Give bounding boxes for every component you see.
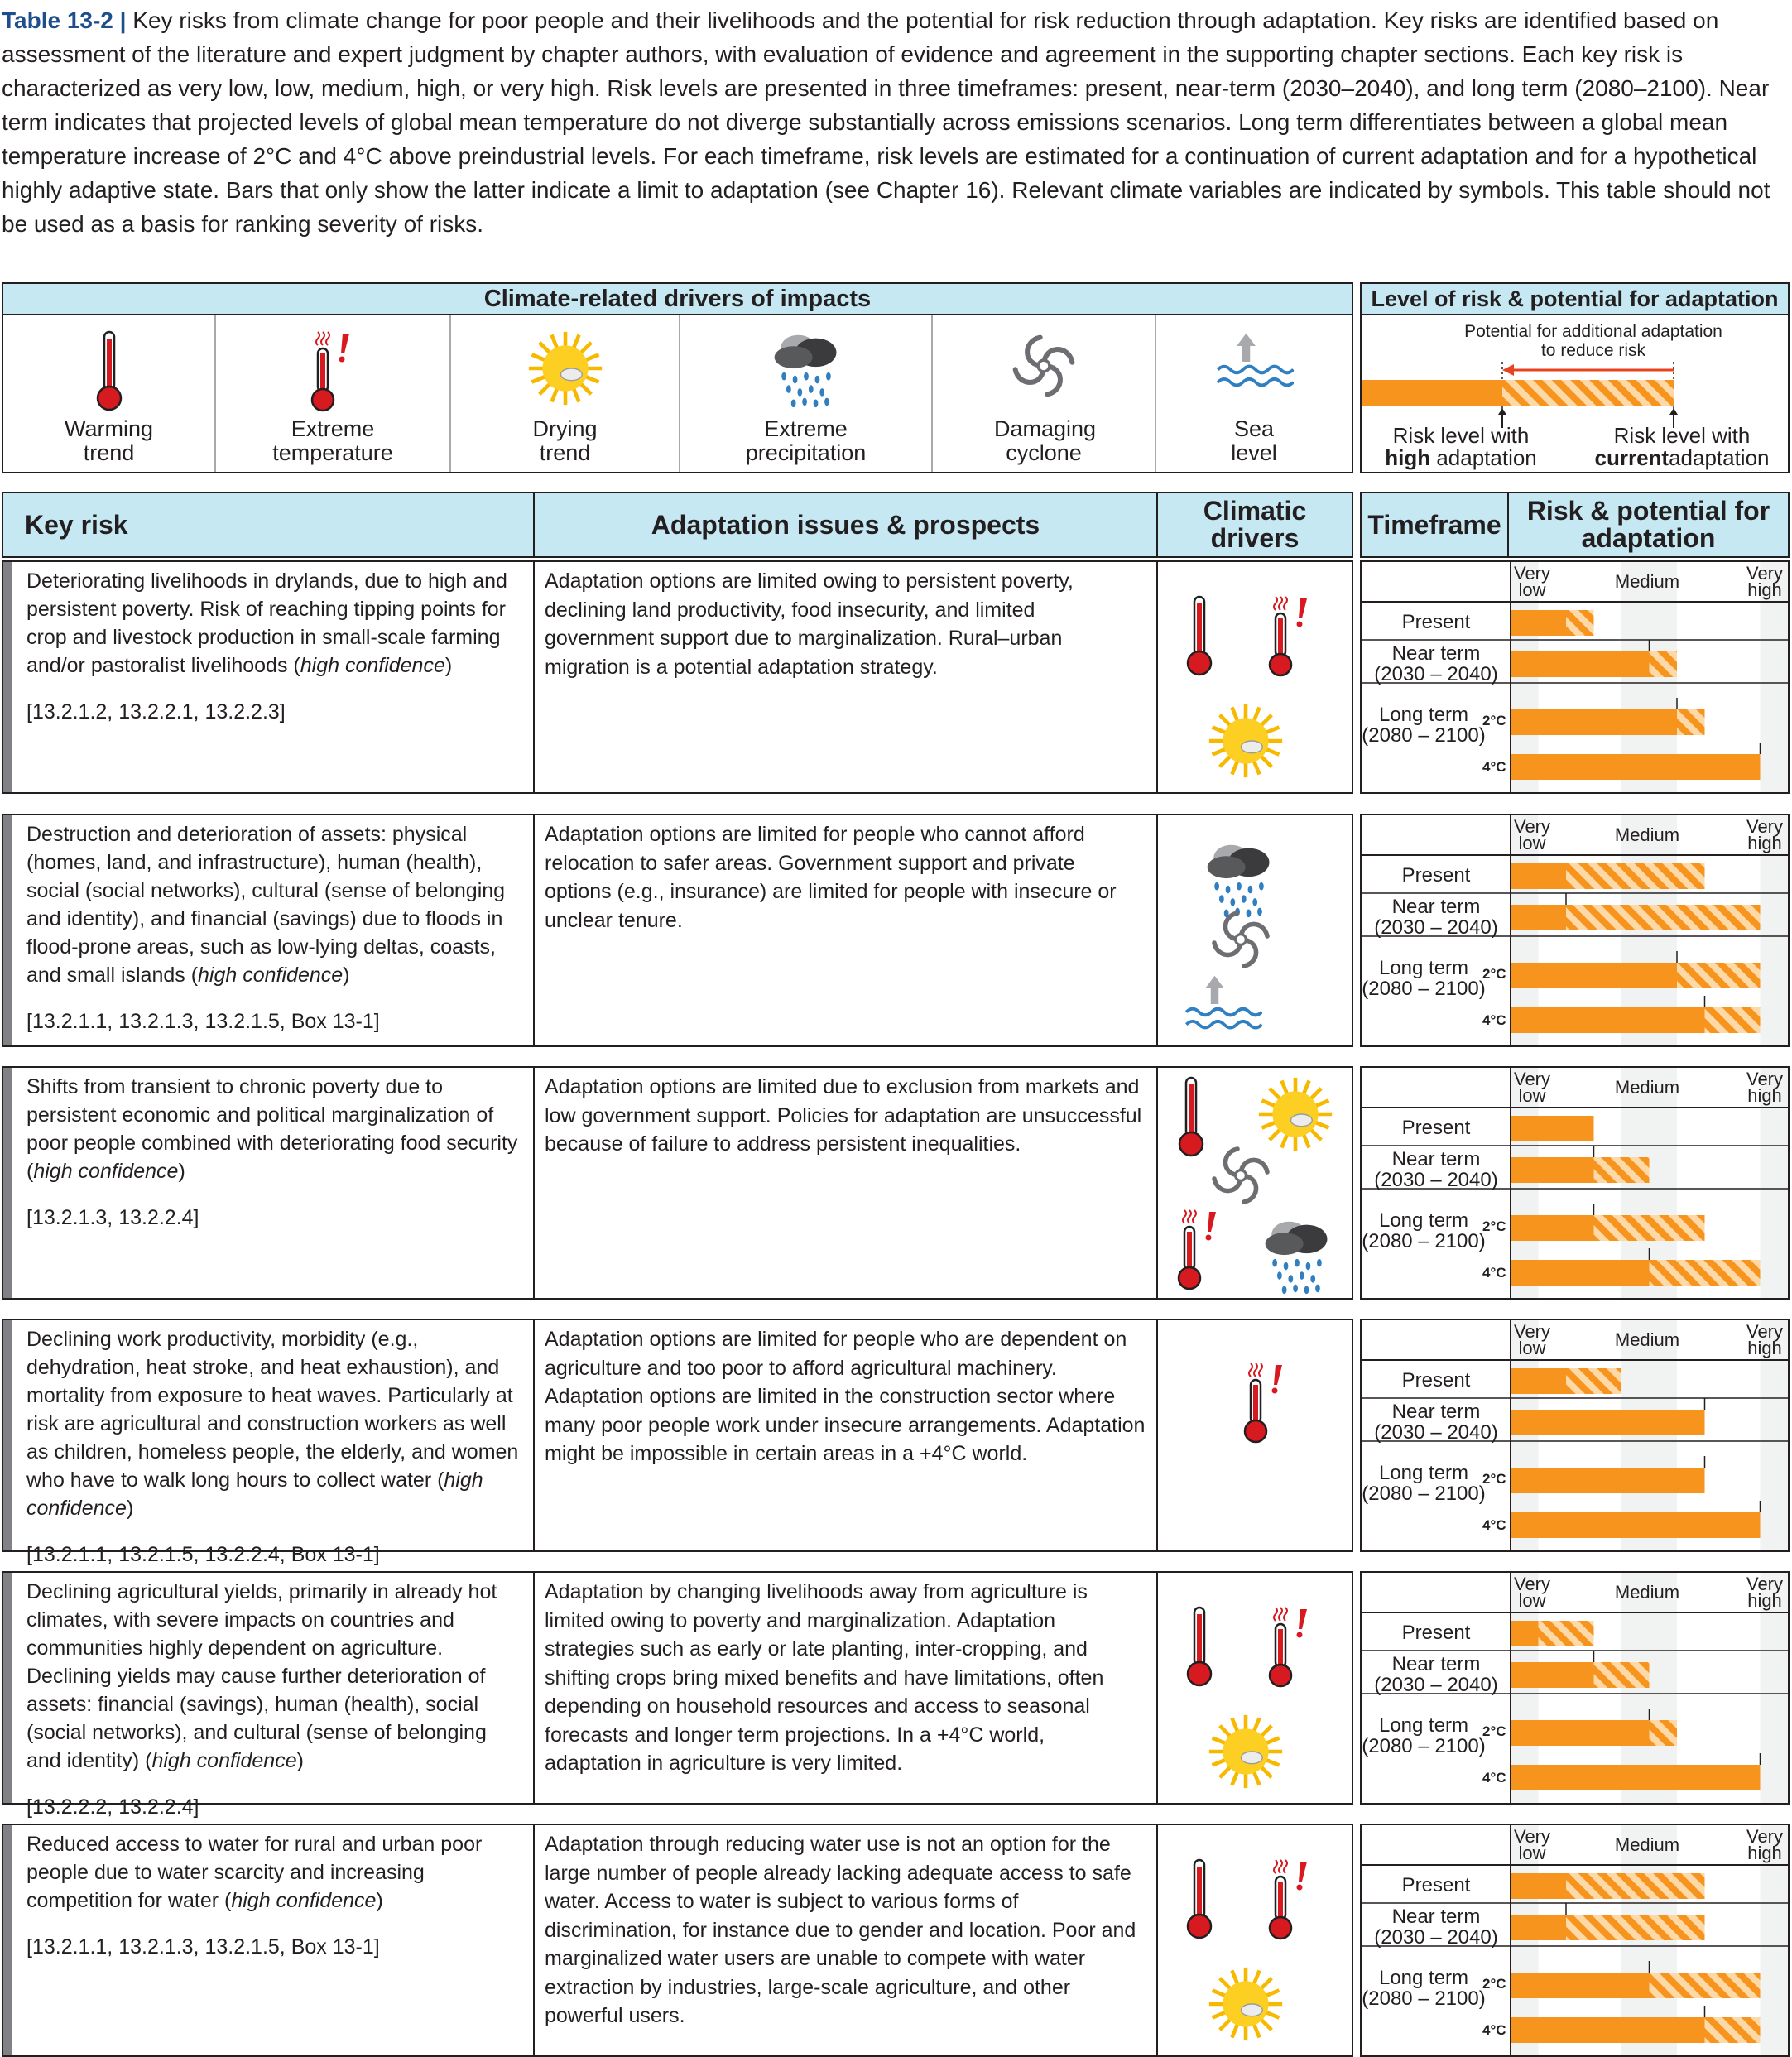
cyclone-icon — [1208, 1142, 1274, 1209]
timeframe-near-line1: Near term — [1391, 1653, 1481, 1675]
scale-very-high-line2: high — [1747, 1085, 1782, 1106]
timeframe-long-term — [1362, 1463, 1486, 1504]
legend-high-bold: high — [1385, 445, 1431, 470]
bar-current-adaptation — [1705, 2017, 1761, 2043]
extreme-temperature-icon — [1266, 1606, 1315, 1689]
label-4c: 4°C — [1482, 1517, 1506, 1533]
thermometer-icon — [1183, 1858, 1216, 1941]
scale-very-low — [1511, 1321, 1554, 1358]
timeframe-long-line2: (2080 – 2100) — [1362, 1987, 1486, 2010]
bar-high-adaptation — [1511, 1662, 1594, 1688]
drivers-cell — [1158, 815, 1352, 1045]
scale-very-high-line1: Very — [1746, 816, 1784, 837]
drivers-cell — [1158, 1320, 1352, 1550]
adaptation-cell: Adaptation options are limited for people who cannot afford relocation to safer areas. Government support and private options (e.g., insurance) are limited for people with insecure or unclear tenure. — [535, 815, 1158, 1045]
scale-very-high-line2: high — [1747, 1590, 1782, 1611]
timeframe-long-line1: Long term — [1378, 1209, 1469, 1232]
references: [13.2.1.2, 13.2.2.1, 13.2.2.3] — [26, 700, 286, 723]
bar-high-adaptation — [1511, 1468, 1705, 1493]
bar-current-adaptation — [1677, 963, 1761, 988]
driver-extreme-precipitation — [680, 315, 933, 472]
risk-legend-title: Level of risk & potential for adaptation — [1362, 284, 1788, 315]
drivers-title: Climate-related drivers of impacts — [3, 284, 1352, 315]
timeframe-near-term — [1362, 1401, 1511, 1443]
scale-medium: Medium — [1614, 1582, 1680, 1603]
extreme-temperature-icon — [308, 330, 358, 413]
risk-row — [2, 1571, 1353, 1819]
bar-high-adaptation — [1511, 1368, 1566, 1394]
legend-potential — [1444, 322, 1742, 360]
table-number: Table 13-2 | — [2, 7, 127, 33]
timeframe-near-line2: (2030 – 2040) — [1374, 916, 1498, 939]
scale-very-low-line1: Very — [1513, 1574, 1551, 1594]
drivers-cell — [1158, 1068, 1352, 1298]
bar-current-adaptation — [1566, 610, 1594, 636]
key-risk-cell — [3, 1825, 535, 2055]
bar-current-adaptation — [1594, 1157, 1650, 1183]
scale-very-high-line1: Very — [1746, 1321, 1784, 1342]
references: [13.2.1.1, 13.2.1.3, 13.2.1.5, Box 13-1] — [26, 1935, 380, 1958]
timeframe-present: Present — [1401, 1369, 1471, 1391]
extreme-temperature-icon — [1266, 1858, 1315, 1941]
driver-drying-trend — [451, 315, 680, 472]
label-4c: 4°C — [1482, 1265, 1506, 1281]
bar-current-adaptation — [1539, 1621, 1594, 1646]
timeframe-long-term — [1362, 1210, 1486, 1252]
scale-very-high — [1742, 565, 1787, 598]
sea-level-icon — [1214, 330, 1294, 393]
driver-warming-trend — [3, 315, 216, 472]
legend-potential-line1: Potential for additional adaptation — [1464, 322, 1722, 341]
col-key-risk: Key risk — [2, 492, 535, 558]
thermometer-icon — [93, 330, 126, 413]
caption-text: Key risks from climate change for poor people and their livelihoods and the potential for risk reduction through adaptation. Key risks are identified based on assessment of the literature and expert judgment by chapter authors, with evaluation of evidence and agreement in the supporting chapter sections. Each key risk is characterized as very low, low, medium, high, or very high. Risk levels are presented in three timeframes: present, near-term (2030–2040), and long term (2080–2100). Near term indicates that projected levels of global mean temperature do not diverge substantially across emissions scenarios. Long term differentiates between a global mean temperature increase of 2°C and 4°C above preindustrial levels. For each timeframe, risk levels are estimated for a continuation of current adaptation and for a hypothetical highly adaptive state. Bars that only show the latter indicate a limit to adaptation (see Chapter 16). Relevant climate variables are indicated by symbols. This table should not be used as a basis for ranking severity of risks. — [2, 7, 1770, 237]
scale-very-high-line1: Very — [1746, 1574, 1784, 1594]
scale-very-low-line1: Very — [1513, 1321, 1551, 1342]
sun-icon — [1208, 1713, 1284, 1790]
risk-row — [2, 1824, 1353, 2057]
legend-current-adaptation — [1578, 425, 1785, 469]
label-4c: 4°C — [1482, 1012, 1506, 1028]
key-risk-cell — [3, 815, 535, 1045]
extreme-temperature-icon — [1175, 1209, 1224, 1291]
bar-high-adaptation — [1511, 610, 1566, 636]
bar-high-adaptation — [1511, 1720, 1650, 1746]
timeframe-near-line2: (2030 – 2040) — [1374, 663, 1498, 685]
driver-label: Warming trend — [64, 416, 153, 465]
scale-very-high-line2: high — [1747, 1338, 1782, 1358]
risk-level-panel — [1360, 1824, 1790, 2057]
timeframe-long-line1: Long term — [1378, 1967, 1469, 1989]
key-risk-text: Shifts from transient to chronic poverty due to persistent economic and political marginalization of poor people combined with deteriorating food security (high confidence) — [26, 1075, 518, 1183]
confidence-text: high confidence — [300, 654, 445, 677]
timeframe-near-line2: (2030 – 2040) — [1374, 1421, 1498, 1444]
legend-high-suffix: adaptation — [1430, 445, 1537, 470]
legend-current-bold: current — [1594, 445, 1669, 470]
bar-current-adaptation — [1566, 863, 1705, 889]
scale-very-low-line1: Very — [1513, 816, 1551, 837]
timeframe-long-line1: Long term — [1378, 1714, 1469, 1737]
bar-high-adaptation — [1511, 863, 1566, 889]
timeframe-present: Present — [1401, 1622, 1471, 1644]
bar-high-adaptation — [1511, 709, 1677, 735]
scale-very-low — [1511, 1826, 1554, 1863]
scale-very-high-line1: Very — [1746, 1069, 1784, 1089]
scale-medium: Medium — [1614, 571, 1680, 592]
driver-sea-level — [1156, 315, 1352, 472]
timeframe-near-line2: (2030 – 2040) — [1374, 1169, 1498, 1191]
timeframe-long-line1: Long term — [1378, 957, 1469, 979]
references: [13.2.2.2, 13.2.2.4] — [26, 1795, 199, 1819]
adaptation-cell: Adaptation by changing livelihoods away from agriculture is limited owing to poverty and marginalization. Adaptation strategies such as early or late planting, inter-cropping, and shifting crops bring mixed benefits and have limitations, often depending on household resources and access to seasonal forecasts and longer term projections. In a +4°C world, adaptation in agriculture is very limited. — [535, 1573, 1158, 1803]
key-risk-text: Reduced access to water for rural and urban poor people due to water scarcity and increasing competition for water (high confidence) — [26, 1833, 483, 1912]
cyclone-icon — [1008, 330, 1079, 401]
col-risk-line2: adaptation — [1581, 523, 1716, 553]
legend-potential-line2: to reduce risk — [1540, 341, 1646, 360]
bar-current-adaptation — [1650, 1260, 1761, 1286]
scale-very-high — [1742, 1321, 1787, 1358]
risk-level-panel — [1360, 814, 1790, 1047]
drivers-cell — [1158, 1825, 1352, 2055]
timeframe-present: Present — [1401, 1117, 1471, 1139]
scale-very-high — [1742, 1576, 1787, 1609]
risk-legend — [1360, 282, 1790, 473]
scale-very-high — [1742, 1071, 1787, 1104]
risk-level-panel — [1360, 1319, 1790, 1552]
extreme-temperature-icon — [1241, 1362, 1290, 1444]
scale-very-high-line1: Very — [1746, 563, 1784, 584]
timeframe-long-line2: (2080 – 2100) — [1362, 1230, 1486, 1252]
bar-high-adaptation — [1511, 754, 1761, 780]
bar-high-adaptation — [1511, 1410, 1705, 1435]
label-4c: 4°C — [1482, 1770, 1506, 1785]
rain-cloud-icon — [1257, 1217, 1337, 1296]
key-risk-cell — [3, 562, 535, 792]
timeframe-near-term — [1362, 896, 1511, 938]
timeframe-near-line1: Near term — [1391, 1906, 1481, 1928]
bar-current-adaptation — [1566, 905, 1761, 930]
label-2c: 2°C — [1482, 1471, 1506, 1487]
confidence-text: high confidence — [33, 1160, 179, 1183]
driver-label: Extreme precipitation — [745, 416, 867, 465]
bar-current-adaptation — [1566, 1368, 1621, 1394]
bar-current-adaptation — [1650, 1973, 1761, 1998]
timeframe-long-term — [1362, 1715, 1486, 1757]
scale-very-low — [1511, 565, 1554, 598]
scale-very-low — [1511, 816, 1554, 853]
legend-current-prefix: Risk level with — [1613, 423, 1751, 448]
scale-very-low-line2: low — [1518, 579, 1546, 600]
key-risk-text: Declining agricultural yields, primarily in already hot climates, with severe impacts on countries and communities highly dependent on agriculture. Declining yields may cause further deterioration of assets: financial (savings), human (health), social (social networks), and cultural (sense of belonging and identity) (high confidence) — [26, 1580, 497, 1772]
table-caption — [2, 3, 1788, 241]
scale-very-low — [1511, 1576, 1554, 1609]
confidence-text: high confidence — [151, 1749, 297, 1772]
thermometer-icon — [1183, 595, 1216, 678]
drivers-legend — [2, 282, 1353, 473]
risk-level-panel — [1360, 1571, 1790, 1805]
label-4c: 4°C — [1482, 2022, 1506, 2038]
timeframe-near-term — [1362, 1149, 1511, 1190]
drivers-cell — [1158, 562, 1352, 792]
key-risk-text: Declining work productivity, morbidity (e.g., dehydration, heat stroke, and heat exhaustion), and mortality from exposure to heat waves. Particularly at risk are agricultural and construction workers as well as children, homeless people, the elderly, and women who have to walk long hours to collect water (high confidence) — [26, 1328, 519, 1520]
risk-row — [2, 1319, 1353, 1566]
timeframe-present: Present — [1401, 611, 1471, 633]
scale-very-low-line2: low — [1518, 1843, 1546, 1863]
label-2c: 2°C — [1482, 713, 1506, 728]
col-climatic-drivers — [1156, 492, 1353, 558]
col-drivers-line1: Climatic — [1203, 496, 1307, 526]
thermometer-icon — [1183, 1606, 1216, 1689]
sea-level-icon — [1183, 973, 1262, 1036]
timeframe-near-line2: (2030 – 2040) — [1374, 1926, 1498, 1949]
scale-very-high — [1742, 1826, 1787, 1863]
col-drivers-line2: drivers — [1210, 523, 1300, 553]
bar-high-adaptation — [1511, 963, 1677, 988]
label-2c: 2°C — [1482, 966, 1506, 982]
thermometer-icon — [1175, 1076, 1208, 1159]
bar-high-adaptation — [1511, 1215, 1594, 1241]
risk-level-panel — [1360, 1066, 1790, 1300]
driver-label: Damaging cyclone — [994, 416, 1097, 465]
driver-extreme-temperature — [216, 315, 451, 472]
bar-high-adaptation — [1511, 1915, 1566, 1940]
legend-high-adaptation — [1378, 425, 1544, 469]
timeframe-near-line2: (2030 – 2040) — [1374, 1674, 1498, 1696]
scale-very-low-line1: Very — [1513, 563, 1551, 584]
bar-high-adaptation — [1511, 1512, 1761, 1538]
bar-high-adaptation — [1511, 1260, 1650, 1286]
timeframe-long-line2: (2080 – 2100) — [1362, 724, 1486, 747]
bar-current-adaptation — [1705, 1007, 1761, 1033]
timeframe-long-line1: Long term — [1378, 1462, 1469, 1484]
col-risk-line1: Risk & potential for — [1526, 496, 1770, 526]
scale-very-low-line2: low — [1518, 833, 1546, 853]
confidence-text: high confidence — [26, 1468, 483, 1520]
risk-row — [2, 814, 1353, 1047]
scale-very-high — [1742, 816, 1787, 853]
timeframe-near-line1: Near term — [1391, 896, 1481, 918]
timeframe-long-term — [1362, 704, 1486, 746]
scale-medium: Medium — [1614, 1077, 1680, 1098]
bar-current-adaptation — [1594, 1215, 1705, 1241]
scale-very-low-line1: Very — [1513, 1069, 1551, 1089]
key-risk-text: Destruction and deterioration of assets: physical (homes, land, and infrastructure), human (health), social (social networks), cultural (sense of belonging and identity), and financial (savings) due to floods in flood-prone areas, such as low-lying deltas, coasts, and small islands (high confidence) — [26, 823, 506, 987]
driver-label: Sea level — [1231, 416, 1277, 465]
timeframe-near-line1: Near term — [1391, 642, 1481, 665]
bar-high-adaptation — [1511, 905, 1566, 930]
bar-current-adaptation — [1594, 1662, 1650, 1688]
sun-icon — [1208, 703, 1284, 779]
bar-high-adaptation — [1511, 1621, 1539, 1646]
label-2c: 2°C — [1482, 1723, 1506, 1739]
key-risk-cell — [3, 1320, 535, 1566]
timeframe-near-term — [1362, 1654, 1511, 1695]
scale-medium: Medium — [1614, 1329, 1680, 1350]
key-risk-text: Deteriorating livelihoods in drylands, due to high and persistent poverty. Risk of reaching tipping points for crop and livestock production in small-scale farming and/or pastoralist livelihoods (high confidence) — [26, 570, 507, 677]
scale-very-high-line2: high — [1747, 833, 1782, 853]
bar-current-adaptation — [1566, 1915, 1705, 1940]
driver-damaging-cyclone — [933, 315, 1156, 472]
label-2c: 2°C — [1482, 1976, 1506, 1992]
bar-high-adaptation — [1511, 1973, 1650, 1998]
adaptation-cell: Adaptation options are limited due to exclusion from markets and low government support. Policies for adaptation are unsuccessful because of failure to address persistent inequalities. — [535, 1068, 1158, 1298]
bar-current-adaptation — [1566, 1873, 1705, 1899]
col-adaptation: Adaptation issues & prospects — [533, 492, 1158, 558]
timeframe-long-term — [1362, 1968, 1486, 2009]
scale-very-high-line2: high — [1747, 579, 1782, 600]
bar-high-adaptation — [1511, 1116, 1594, 1141]
col-timeframe: Timeframe — [1360, 492, 1509, 558]
rain-cloud-icon — [766, 330, 846, 410]
timeframe-long-line2: (2080 – 2100) — [1362, 1735, 1486, 1757]
timeframe-present: Present — [1401, 864, 1471, 887]
scale-very-low-line2: low — [1518, 1338, 1546, 1358]
scale-very-high-line1: Very — [1746, 1826, 1784, 1847]
timeframe-long-line2: (2080 – 2100) — [1362, 978, 1486, 1000]
references: [13.2.1.1, 13.2.1.3, 13.2.1.5, Box 13-1] — [26, 1010, 380, 1033]
scale-very-low-line2: low — [1518, 1085, 1546, 1106]
bar-high-adaptation — [1511, 1007, 1705, 1033]
bar-current-adaptation — [1650, 1720, 1678, 1746]
scale-very-low-line2: low — [1518, 1590, 1546, 1611]
timeframe-near-line1: Near term — [1391, 1148, 1481, 1170]
label-4c: 4°C — [1482, 759, 1506, 775]
references: [13.2.1.1, 13.2.1.5, 13.2.2.4, Box 13-1] — [26, 1543, 380, 1566]
legend-bar-graphic — [1362, 358, 1788, 430]
bar-high-adaptation — [1511, 1765, 1761, 1790]
references: [13.2.1.3, 13.2.2.4] — [26, 1206, 199, 1229]
legend-current-suffix: adaptation — [1669, 445, 1770, 470]
bar-high-adaptation — [1511, 1157, 1594, 1183]
scale-very-high-line2: high — [1747, 1843, 1782, 1863]
key-risk-cell — [3, 1068, 535, 1298]
driver-label: Drying trend — [532, 416, 598, 465]
bar-high-adaptation — [1511, 651, 1650, 677]
risk-row — [2, 560, 1353, 794]
sun-icon — [1208, 1966, 1284, 2042]
timeframe-long-line2: (2080 – 2100) — [1362, 1483, 1486, 1505]
legend-high-prefix: Risk level with — [1392, 423, 1530, 448]
cyclone-icon — [1208, 906, 1274, 973]
bar-current-adaptation — [1650, 651, 1678, 677]
confidence-text: high confidence — [198, 964, 344, 987]
label-2c: 2°C — [1482, 1218, 1506, 1234]
key-risk-cell — [3, 1573, 535, 1819]
scale-medium: Medium — [1614, 1834, 1680, 1855]
bar-high-adaptation — [1511, 1873, 1566, 1899]
sun-icon — [1257, 1076, 1333, 1152]
col-risk-potential — [1507, 492, 1790, 558]
timeframe-long-line1: Long term — [1378, 704, 1469, 726]
timeframe-near-term — [1362, 643, 1511, 685]
driver-label: Extreme temperature — [272, 416, 393, 465]
bar-high-adaptation — [1511, 2017, 1705, 2043]
adaptation-cell: Adaptation options are limited owing to persistent poverty, declining land productivity, food insecurity, and limited government support due to marginalization. Rural–urban migration is a potential adaptation strategy. — [535, 562, 1158, 792]
extreme-temperature-icon — [1266, 595, 1315, 678]
sun-icon — [527, 330, 603, 406]
adaptation-cell: Adaptation through reducing water use is not an option for the large number of people already lacking adequate access to safe water. Access to water is subject to various forms of discrimination, for instance due to gender and location. Poor and marginalized water users are unable to compete with water extraction by industries, large-scale agriculture, and other powerful users. — [535, 1825, 1158, 2055]
timeframe-long-term — [1362, 958, 1486, 999]
scale-very-low-line1: Very — [1513, 1826, 1551, 1847]
confidence-text: high confidence — [231, 1889, 377, 1912]
adaptation-cell: Adaptation options are limited for people who are dependent on agriculture and too poor to afford agricultural machinery. Adaptation options are limited in the construction sector where many poor people work under insecure arrangements. Adaptation might be impossible in certain areas in a +4°C world. — [535, 1320, 1158, 1550]
risk-level-panel — [1360, 560, 1790, 794]
timeframe-near-line1: Near term — [1391, 1401, 1481, 1423]
drivers-cell — [1158, 1573, 1352, 1803]
scale-medium: Medium — [1614, 824, 1680, 845]
timeframe-present: Present — [1401, 1874, 1471, 1896]
bar-current-adaptation — [1677, 709, 1705, 735]
scale-very-low — [1511, 1071, 1554, 1104]
risk-row — [2, 1066, 1353, 1300]
timeframe-near-term — [1362, 1906, 1511, 1948]
